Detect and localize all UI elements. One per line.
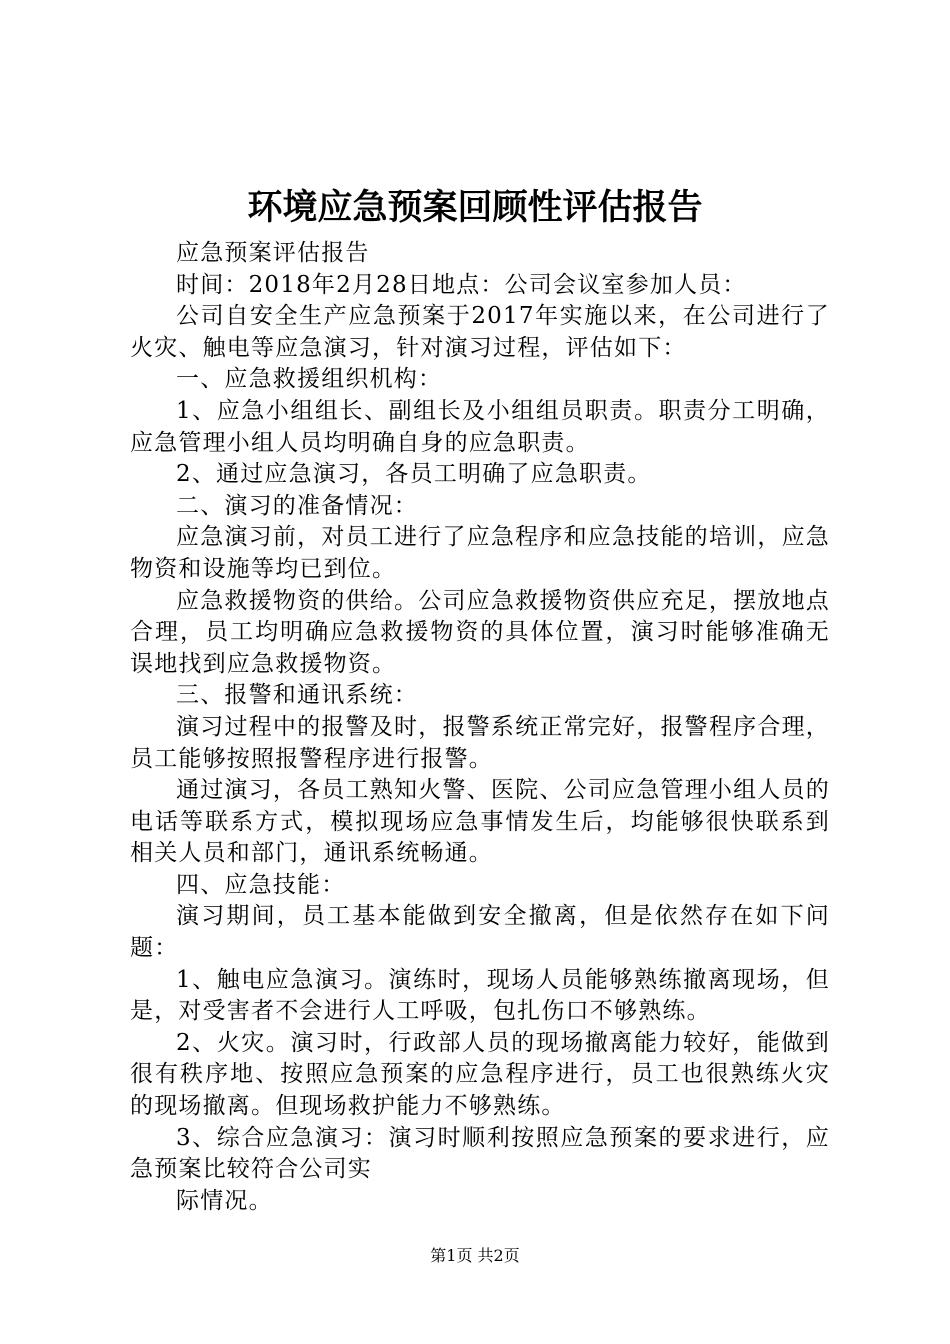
paragraph: 3、综合应急演习：演习时顺利按照应急预案的要求进行，应急预案比较符合公司实 xyxy=(130,1124,830,1183)
paragraph: 公司自安全生产应急预案于2017年实施以来，在公司进行了火灾、触电等应急演习，针对演习过程，评估如下： xyxy=(130,303,830,361)
page-footer: 第1页 共2页 xyxy=(430,1246,520,1265)
paragraph: 2、火灾。演习时，行政部人员的现场撤离能力较好，能做到很有秩序地、按照应急预案的应急程序进行，员工也很熟练火灾的现场撤离。但现场救护能力不够熟练。 xyxy=(130,1029,830,1120)
document-title: 环境应急预案回顾性评估报告 xyxy=(247,187,703,228)
paragraph: 2、通过应急演习，各员工明确了应急职责。 xyxy=(176,461,652,488)
paragraph: 演习期间，员工基本能做到安全撤离，但是依然存在如下问题： xyxy=(130,903,830,962)
section-heading: 三、报警和通讯系统： xyxy=(176,682,418,709)
section-heading: 一、应急救援组织机构： xyxy=(176,366,443,393)
paragraph: 应急演习前，对员工进行了应急程序和应急技能的培训，应急物资和设施等均已到位。 xyxy=(130,524,830,582)
paragraph: 时间：2018年2月28日地点：公司会议室参加人员： xyxy=(176,271,747,298)
paragraph: 应急救援物资的供给。公司应急救援物资供应充足，摆放地点合理，员工均明确应急救援物资的具体位置，演习时能够准确无误地找到应急救援物资。 xyxy=(130,587,830,677)
paragraph: 1、触电应急演习。演练时，现场人员能够熟练撤离现场，但是，对受害者不会进行人工呼吸，包扎伤口不够熟练。 xyxy=(130,966,830,1025)
paragraph: 应急预案评估报告 xyxy=(176,240,370,266)
section-heading: 二、演习的准备情况： xyxy=(176,492,418,519)
paragraph: 演习过程中的报警及时，报警系统正常完好，报警程序合理，员工能够按照报警程序进行报警。 xyxy=(130,713,830,772)
section-heading: 四、应急技能： xyxy=(176,871,346,898)
paragraph: 际情况。 xyxy=(176,1187,273,1214)
paragraph: 1、应急小组组长、副组长及小组组员职责。职责分工明确，应急管理小组人员均明确自身的应急职责。 xyxy=(130,397,830,456)
paragraph: 通过演习，各员工熟知火警、医院、公司应急管理小组人员的电话等联系方式，模拟现场应急事情发生后，均能够很快联系到相关人员和部门，通讯系统畅通。 xyxy=(130,777,830,867)
document-body xyxy=(130,238,830,1217)
